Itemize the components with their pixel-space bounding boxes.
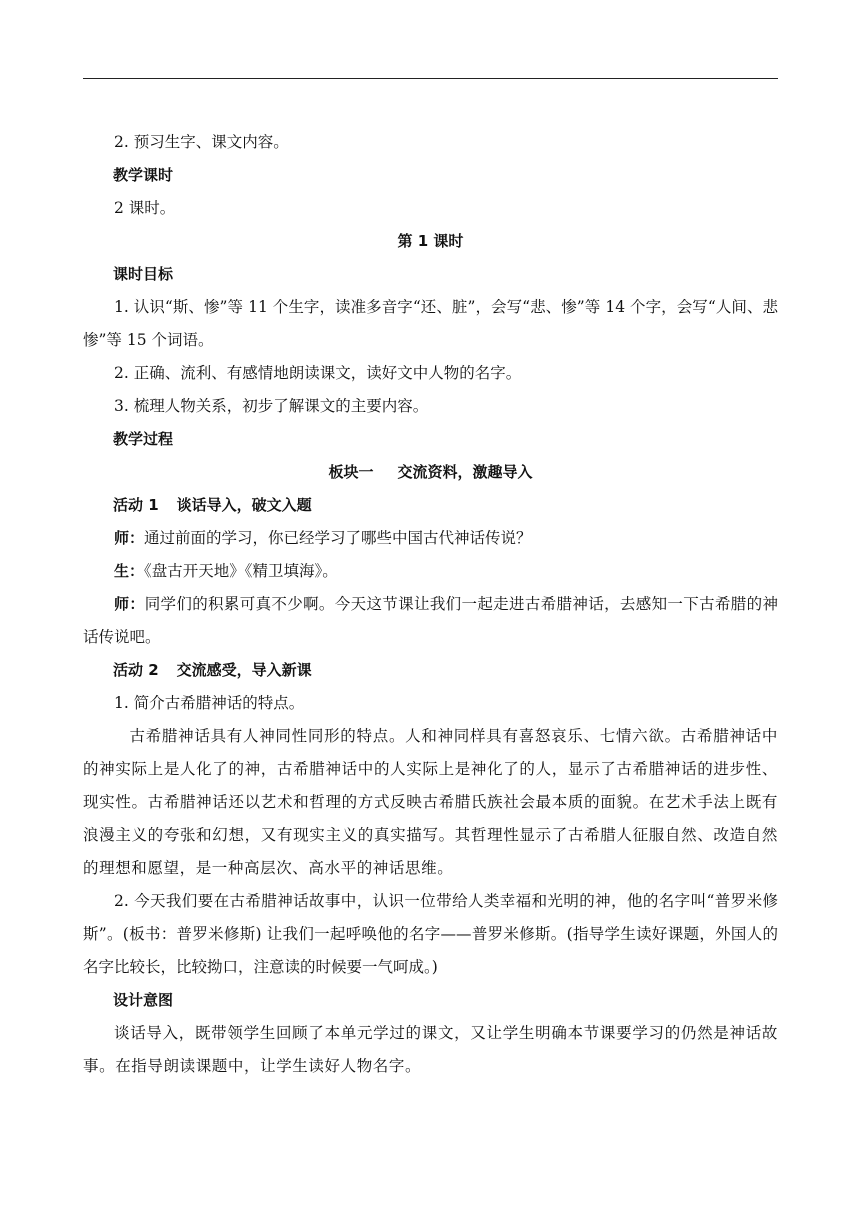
activity-title: 交流感受，导入新课 [176, 661, 312, 679]
speaker-label: 师： [114, 529, 145, 547]
dialogue-teacher-2 [83, 588, 778, 654]
header-rule [83, 78, 778, 79]
section-heading-process: 教学过程 [113, 430, 174, 448]
quoted-passage: 古希腊神话具有人神同性同形的特点。人和神同样具有喜怒哀乐、七情六欲。古希腊神话中的神实际上是人化了的神，古希腊神话中的人实际上是神化了的人，显示了古希腊神话的进步性、现实性。古希腊神话还以艺术和哲理的方式反映古希腊氏族社会最本质的面貌。在艺术手法上既有浪漫主义的夸张和幻想，又有现实主义的真实描写。其哲理性显示了古希腊人征服自然、改造自然的理想和愿望，是一种高层次、高水平的神话思维。 [83, 727, 778, 877]
block-heading-1 [83, 456, 778, 489]
lesson-count: 2 课时。 [114, 199, 176, 217]
list-item-1: 1. 简介古希腊神话的特点。 [114, 694, 305, 712]
activity-number: 活动 2 [113, 661, 159, 679]
section-heading-goal: 课时目标 [113, 265, 174, 283]
dialogue-teacher-1 [83, 522, 778, 555]
goal-item-3: 3. 梳理人物关系，初步了解课文的主要内容。 [114, 397, 429, 415]
activity-number: 活动 1 [113, 496, 159, 514]
section-heading-keshi: 教学课时 [113, 166, 174, 184]
speaker-label: 生： [114, 562, 145, 580]
section-heading-design: 设计意图 [113, 991, 174, 1009]
goal-item-1: 1. 认识“斯、惨”等 11 个生字，读准多音字“还、脏”，会写“悲、惨”等 14 个字，会写“人间、悲惨”等 15 个词语。 [83, 298, 778, 349]
speaker-label: 师： [114, 595, 145, 613]
dialogue-text: 同学们的积累可真不少啊。今天这节课让我们一起走进古希腊神话，去感知一下古希腊的神话传说吧。 [83, 595, 778, 646]
dialogue-text: 通过前面的学习，你已经学习了哪些中国古代神话传说？ [144, 529, 532, 547]
goal-item-2: 2. 正确、流利、有感情地朗读课文，读好文中人物的名字。 [114, 364, 522, 382]
list-item-2: 2. 今天我们要在古希腊神话故事中，认识一位带给人类幸福和光明的神，他的名字叫“普罗米修斯”。(板书：普罗米修斯) 让我们一起呼唤他的名字——普罗米修斯。(指导学生读好课题，外国人的名字比较长，比较拗口，注意读的时候要一气呵成。) [83, 892, 778, 976]
activity-heading-2 [83, 654, 778, 687]
lesson-title: 第 1 课时 [397, 232, 464, 250]
activity-heading-1 [83, 489, 778, 522]
dialogue-text: 《盘古开天地》《精卫填海》。 [144, 562, 338, 580]
block-title: 交流资料，激趣导入 [397, 463, 533, 481]
document-body [83, 126, 778, 1083]
design-text: 谈话导入，既带领学生回顾了本单元学过的课文，又让学生明确本节课要学习的仍然是神话故事。在指导朗读课题中，让学生读好人物名字。 [83, 1024, 778, 1075]
block-number: 板块一 [328, 463, 374, 481]
activity-title: 谈话导入，破文入题 [176, 496, 312, 514]
prep-item: 2. 预习生字、课文内容。 [114, 133, 289, 151]
dialogue-student-1 [83, 555, 778, 588]
